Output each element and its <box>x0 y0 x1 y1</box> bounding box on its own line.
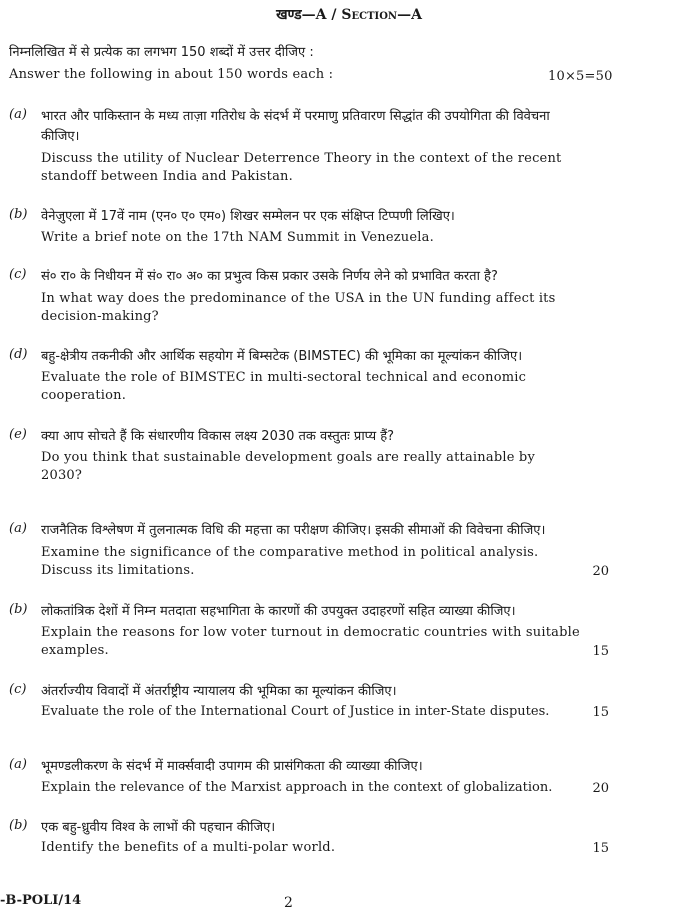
question-marks: 20 <box>592 564 609 579</box>
question-english: Evaluate the role of the International Court of Justice in inter-State disputes. <box>41 704 550 719</box>
instructions-hindi: निम्नलिखित में से प्रत्येक का लगभग 150 शब्दों में उत्तर दीजिए : <box>9 45 314 60</box>
question-label: (c) <box>9 267 27 282</box>
question-english-cont: cooperation. <box>41 388 127 403</box>
question-marks: 15 <box>592 705 609 720</box>
question-label: (b) <box>9 207 28 222</box>
question-english: In what way does the predominance of the USA in the UN funding affect its <box>41 291 556 306</box>
question-marks: 15 <box>592 644 609 659</box>
question-label: (e) <box>9 427 27 442</box>
question-label: (b) <box>9 602 28 617</box>
section-header-hindi: खण्ड—A <box>276 7 327 23</box>
question-label: (b) <box>9 818 28 833</box>
question-hindi: भारत और पाकिस्तान के मध्य ताज़ा गतिरोध के संदर्भ में परमाणु प्रतिवारण सिद्धांत की उपयोगिता की विवेचना <box>41 109 550 124</box>
paper-code: -B-POLI/14 <box>0 893 82 908</box>
question-hindi: राजनैतिक विश्लेषण में तुलनात्मक विधि की महत्ता का परीक्षण कीजिए। इसकी सीमाओं की विवेचना कीजिए। <box>41 523 546 538</box>
question-label: (a) <box>9 107 27 122</box>
question-english: Write a brief note on the 17th NAM Summit in Venezuela. <box>41 230 434 245</box>
question-hindi: भूमण्डलीकरण के संदर्भ में मार्क्सवादी उपागम की प्रासंगिकता की व्याख्या कीजिए। <box>41 759 423 774</box>
question-label: (a) <box>9 521 27 536</box>
section-header-separator: / <box>331 7 337 23</box>
question-marks: 20 <box>592 781 609 796</box>
question-english: Do you think that sustainable development goals are really attainable by <box>41 450 535 465</box>
question-label: (d) <box>9 347 28 362</box>
question-english: Identify the benefits of a multi-polar world. <box>41 840 336 855</box>
question-english: Explain the reasons for low voter turnout in democratic countries with suitable <box>41 625 580 640</box>
question-english: Explain the relevance of the Marxist approach in the context of globalization. <box>41 780 553 795</box>
question-hindi: बहु-क्षेत्रीय तकनीकी और आर्थिक सहयोग में बिम्सटेक (BIMSTEC) की भूमिका का मूल्यांकन कीजिए। <box>41 349 523 364</box>
question-english-cont: examples. <box>41 643 109 658</box>
question-hindi: क्या आप सोचते हैं कि संधारणीय विकास लक्ष्य 2030 तक वस्तुतः प्राप्य हैं? <box>41 429 395 444</box>
question-hindi: सं० रा० के निधीयन में सं० रा० अ० का प्रभुत्व किस प्रकार उसके निर्णय लेने को प्रभावित करता है? <box>41 269 498 284</box>
question-english: Examine the significance of the comparative method in political analysis. <box>41 545 539 560</box>
question-hindi: अंतर्राज्यीय विवादों में अंतर्राष्ट्रीय न्यायालय की भूमिका का मूल्यांकन कीजिए। <box>41 684 397 699</box>
question-english-cont: standoff between India and Pakistan. <box>41 169 293 184</box>
question-label: (c) <box>9 682 27 697</box>
question-label: (a) <box>9 757 27 772</box>
question-english-cont: Discuss its limitations. <box>41 563 195 578</box>
instructions-marks: 10×5=50 <box>548 69 613 84</box>
question-hindi: वेनेज़ुएला में 17वें नाम (एन० ए० एम०) शिखर सम्मेलन पर एक संक्षिप्त टिप्पणी लिखिए। <box>41 209 455 224</box>
instructions-english: Answer the following in about 150 words each : <box>9 67 334 82</box>
section-header <box>0 5 698 24</box>
question-english: Evaluate the role of BIMSTEC in multi-sectoral technical and economic <box>41 370 527 385</box>
question-marks: 15 <box>592 841 609 856</box>
question-hindi-cont: कीजिए। <box>41 129 80 144</box>
page-number: 2 <box>284 895 293 911</box>
question-english-cont: 2030? <box>41 468 83 483</box>
section-header-english: Section—A <box>341 7 422 23</box>
question-english: Discuss the utility of Nuclear Deterrence Theory in the context of the recent <box>41 151 562 166</box>
question-hindi: एक बहु-ध्रुवीय विश्व के लाभों की पहचान कीजिए। <box>41 820 276 835</box>
question-hindi: लोकतांत्रिक देशों में निम्न मतदाता सहभागिता के कारणों की उपयुक्त उदाहरणों सहित व्याख्या कीजिए। <box>41 604 516 619</box>
question-english-cont: decision-making? <box>41 309 159 324</box>
